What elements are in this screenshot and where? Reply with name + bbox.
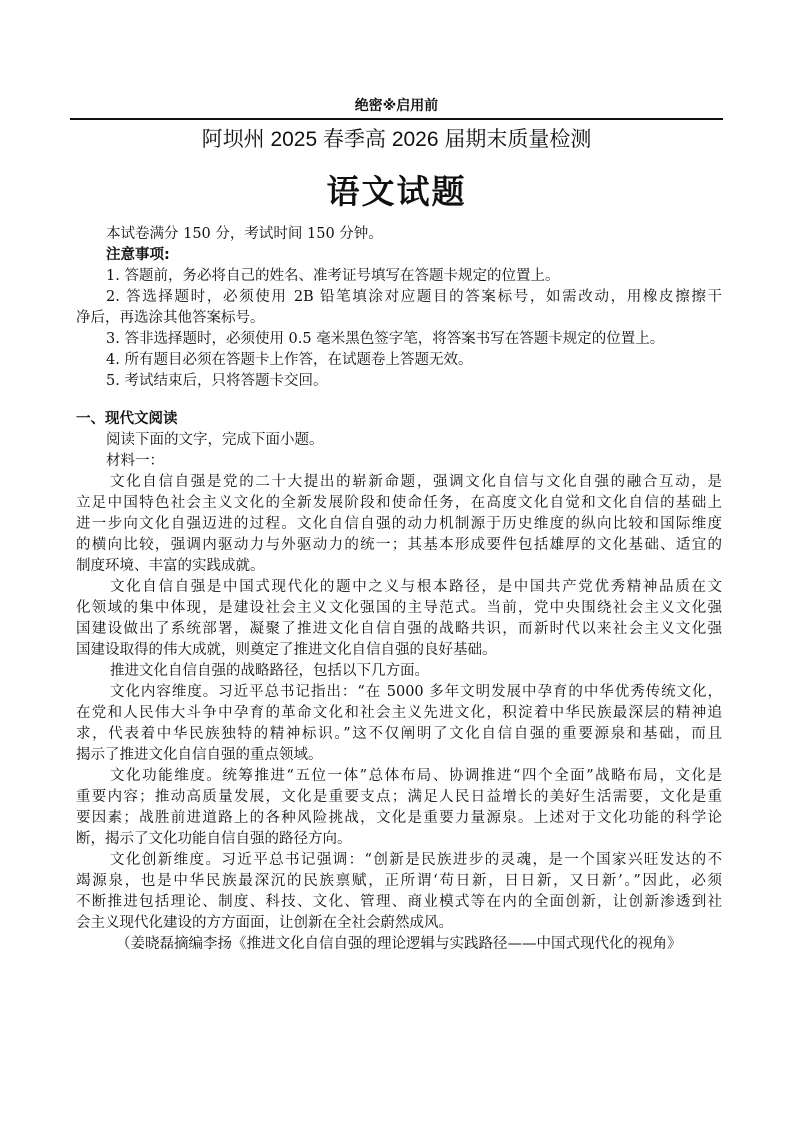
paragraph [76, 682, 722, 766]
text-line: 揭示了推进文化自信自强的重点领域。 [76, 747, 323, 763]
material-label: 材料一： [106, 453, 164, 469]
paragraph [76, 472, 722, 577]
paragraph [76, 577, 722, 661]
text-line: 文化功能维度。统筹推进“五位一体”总体布局、协调推进“四个全面”战略布局，文化是 [110, 768, 722, 784]
header-rule [70, 118, 723, 120]
notice-item [76, 371, 722, 392]
material-text [76, 472, 722, 934]
text-line: 国建设取得的伟大成就，则奠定了推进文化自信自强的良好基础。 [76, 642, 497, 658]
text-line: 净后，再选涂其他答案标号。 [76, 310, 265, 326]
confidential-label: 绝密※启用前 [354, 98, 439, 114]
text-line: 不断推进包括理论、制度、科技、文化、管理、商业模式等在内的全面创新，让创新渗透到社 [76, 894, 722, 910]
text-line: 文化自信自强是中国式现代化的题中之义与根本路径，是中国共产党优秀精神品质在文 [110, 579, 722, 595]
citation: （姜晓磊摘编李扬《推进文化自信自强的理论逻辑与实践路径——中国式现代化的视角》 [116, 936, 682, 952]
text-line: 进一步向文化自强迈进的过程。文化自信自强的动力机制源于历史维度的纵向比较和国际维度 [76, 516, 722, 532]
section-heading: 一、现代文阅读 [76, 411, 178, 427]
notice-item [76, 266, 722, 287]
text-line: 文化内容维度。习近平总书记指出：“在 5000 多年文明发展中孕育的中华优秀传统文化， [110, 684, 722, 700]
exam-intro: 本试卷满分 150 分，考试时间 150 分钟。 [106, 226, 383, 242]
reading-direction: 阅读下面的文字，完成下面小题。 [106, 432, 324, 448]
text-line: 在党和人民伟大斗争中孕育的革命文化和社会主义先进文化，积淀着中华民族最深层的精神追 [76, 705, 722, 721]
text-line: 2. 答选择题时，必须使用 2B 铅笔填涂对应题目的答案标号，如需改动，用橡皮擦擦干 [106, 289, 722, 305]
paragraph [76, 766, 722, 850]
notice-item [76, 329, 722, 350]
text-line: 文化自信自强是党的二十大提出的崭新命题，强调文化自信与文化自强的融合互动，是 [110, 474, 722, 490]
text-line: 的横向比较，强调内驱动力与外驱动力的统一；其基本形成要件包括雄厚的文化基础、适宜的 [76, 537, 722, 553]
text-line: 5. 考试结束后，只将答题卡交回。 [106, 373, 328, 389]
text-line: 3. 答非选择题时，必须使用 0.5 毫米黑色签字笔，将答案书写在答题卡规定的位置上。 [106, 331, 665, 347]
text-line: 立足中国特色社会主义文化的全新发展阶段和使命任务，在高度文化自觉和文化自信的基础上 [76, 495, 722, 511]
text-line: 竭源泉，也是中华民族最深沉的民族禀赋，正所谓‘苟日新，日日新，又日新’。”因此，必须 [76, 873, 722, 889]
text-line: 化领域的集中体现，是建设社会主义文化强国的主导范式。当前，党中央围绕社会主义文化强 [76, 600, 722, 616]
text-line: 会主义现代化建设的方方面面，让创新在全社会蔚然成风。 [76, 915, 453, 931]
text-line: 求，代表着中华民族独特的精神标识。”这不仅阐明了文化自信自强的重要源泉和基础，而且 [76, 726, 722, 742]
text-line: 文化创新维度。习近平总书记强调：“创新是民族进步的灵魂，是一个国家兴旺发达的不 [110, 852, 722, 868]
text-line: 4. 所有题目必须在答题卡上作答，在试题卷上答题无效。 [106, 352, 473, 368]
notice-heading: 注意事项: [106, 247, 170, 263]
paragraph [76, 661, 722, 682]
text-line: 断，揭示了文化功能自信自强的路径方向。 [76, 831, 352, 847]
text-line: 要因素；战胜前进道路上的各种风险挑战，文化是重要力量源泉。上述对于文化功能的科学论 [76, 810, 722, 826]
notice-list [76, 266, 722, 392]
text-line: 国建设做出了系统部署，凝聚了推进文化自信自强的战略共识，而新时代以来社会主义文化强 [76, 621, 722, 637]
text-line: 推进文化自信自强的战略路径，包括以下几方面。 [110, 663, 429, 679]
notice-item [76, 287, 722, 329]
notice-item [76, 350, 722, 371]
document-body [76, 224, 722, 955]
paragraph [76, 850, 722, 934]
exam-title: 阿坝州 2025 春季高 2026 届期末质量检测 [201, 128, 592, 151]
subject-title: 语文试题 [326, 172, 467, 211]
text-line: 1. 答题前，务必将自己的姓名、准考证号填写在答题卡规定的位置上。 [106, 268, 560, 284]
text-line: 制度环境、丰富的实践成就。 [76, 558, 265, 574]
text-line: 重要内容；推动高质量发展，文化是重要支点；满足人民日益增长的美好生活需要，文化是重 [76, 789, 722, 805]
